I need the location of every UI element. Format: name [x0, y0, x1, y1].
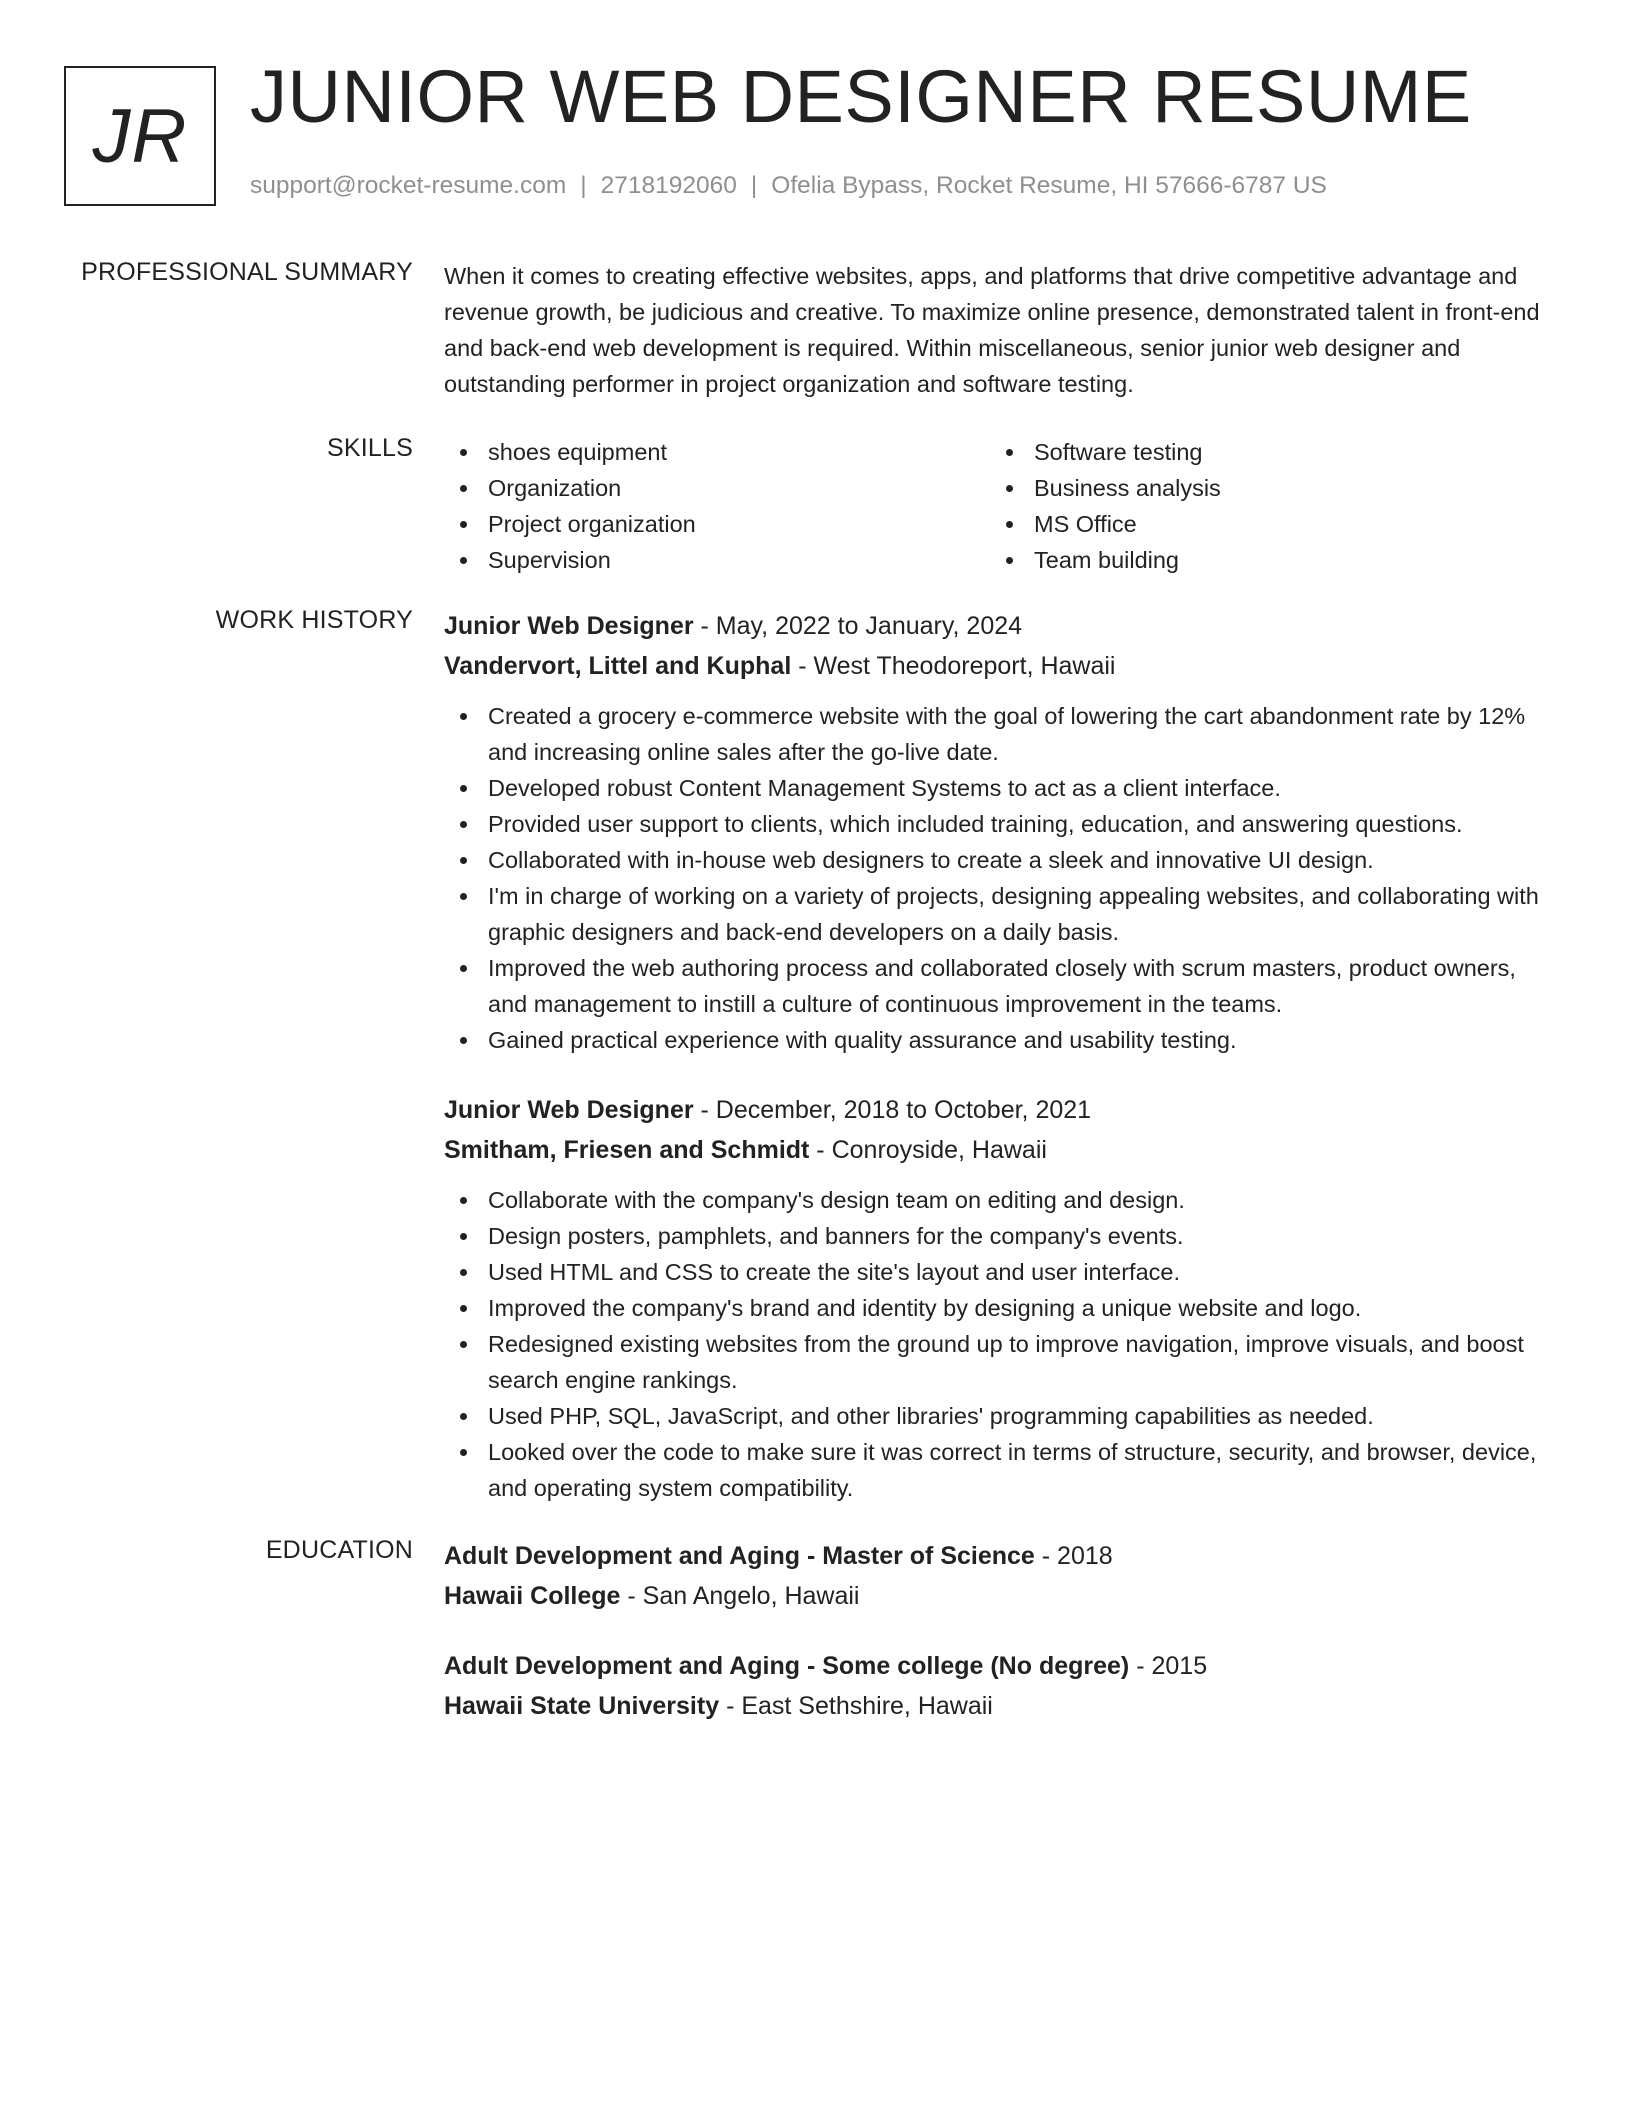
education-body — [444, 1536, 1548, 1726]
education-degree-line — [444, 1536, 1548, 1576]
skill-item: Organization — [444, 470, 990, 506]
job-entry — [444, 606, 1548, 1058]
job-location: - Conroyside, Hawaii — [809, 1136, 1047, 1164]
summary-body — [444, 258, 1548, 402]
job-bullet: Looked over the code to make sure it was correct in terms of structure, security, and browser, device, and operating system compatibility. — [444, 1434, 1548, 1506]
section-label-education: EDUCATION — [265, 1536, 413, 1564]
skill-item: MS Office — [990, 506, 1536, 542]
job-bullet: Provided user support to clients, which included training, education, and answering questions. — [444, 806, 1548, 842]
job-company: Smitham, Friesen and Schmidt — [444, 1136, 810, 1164]
job-bullet: I'm in charge of working on a variety of projects, designing appealing websites, and collaborating with graphic designers and back-end developers on a daily basis. — [444, 878, 1548, 950]
job-bullet: Created a grocery e-commerce website with the goal of lowering the cart abandonment rate by 12% and increasing online sales after the go-live date. — [444, 698, 1548, 770]
education-entry — [444, 1536, 1548, 1616]
contact-line — [250, 172, 1327, 200]
skill-item: shoes equipment — [444, 434, 990, 470]
education-year: - 2015 — [1129, 1652, 1208, 1680]
education-degree: Adult Development and Aging - Master of Science — [444, 1542, 1035, 1570]
section-label-summary: PROFESSIONAL SUMMARY — [81, 258, 413, 286]
job-location: - West Theodoreport, Hawaii — [791, 652, 1116, 680]
job-title: Junior Web Designer — [444, 612, 694, 640]
job-title-line — [444, 606, 1548, 646]
job-bullet: Collaborated with in-house web designers to create a sleek and innovative UI design. — [444, 842, 1548, 878]
education-location: - East Sethshire, Hawaii — [719, 1692, 993, 1720]
job-bullet: Redesigned existing websites from the ground up to improve navigation, improve visuals, and boost search engine rankings. — [444, 1326, 1548, 1398]
education-entry — [444, 1646, 1548, 1726]
education-school-line — [444, 1686, 1548, 1726]
summary-text: When it comes to creating effective websites, apps, and platforms that drive competitive advantage and revenue growth, be judicious and creative. To maximize online presence, demonstrated talent in front-end and back-end web development is required. Within miscellaneous, senior junior web designer and outstanding performer in project organization and software testing. — [444, 263, 1540, 397]
job-title: Junior Web Designer — [444, 1096, 694, 1124]
skill-item: Business analysis — [990, 470, 1536, 506]
education-school-line — [444, 1576, 1548, 1616]
contact-separator: | — [750, 172, 758, 199]
skill-item: Software testing — [990, 434, 1536, 470]
education-year: - 2018 — [1034, 1542, 1113, 1570]
job-bullet: Used PHP, SQL, JavaScript, and other libraries' programming capabilities as needed. — [444, 1398, 1548, 1434]
skill-item: Project organization — [444, 506, 990, 542]
job-entry — [444, 1090, 1548, 1506]
education-degree: Adult Development and Aging - Some college (No degree) — [444, 1652, 1130, 1680]
job-bullet: Improved the web authoring process and collaborated closely with scrum masters, product owners, and management to instill a culture of continuous improvement in the teams. — [444, 950, 1548, 1022]
job-bullet: Design posters, pamphlets, and banners for the company's events. — [444, 1218, 1548, 1254]
skill-item: Supervision — [444, 542, 990, 578]
education-school: Hawaii State University — [444, 1692, 720, 1720]
skill-item: Team building — [990, 542, 1536, 578]
education-degree-line — [444, 1646, 1548, 1686]
job-dates: - May, 2022 to January, 2024 — [693, 612, 1023, 640]
skills-column-right — [990, 434, 1536, 578]
job-bullet: Used HTML and CSS to create the site's layout and user interface. — [444, 1254, 1548, 1290]
job-company-line — [444, 1130, 1548, 1170]
job-company-line — [444, 646, 1548, 686]
work-history-body — [444, 606, 1548, 1506]
monogram-initials: JR — [92, 93, 188, 179]
contact-phone: 2718192060 — [600, 172, 737, 199]
job-bullet: Improved the company's brand and identity by designing a unique website and logo. — [444, 1290, 1548, 1326]
skills-grid — [444, 434, 1548, 578]
contact-address: Ofelia Bypass, Rocket Resume, HI 57666-6787 US — [771, 172, 1327, 199]
education-school: Hawaii College — [444, 1582, 621, 1610]
job-bullet: Gained practical experience with quality assurance and usability testing. — [444, 1022, 1548, 1058]
page-title: JUNIOR WEB DESIGNER RESUME — [250, 55, 1472, 138]
job-bullets — [444, 698, 1548, 1058]
job-dates: - December, 2018 to October, 2021 — [693, 1096, 1092, 1124]
job-title-line — [444, 1090, 1548, 1130]
education-location: - San Angelo, Hawaii — [620, 1582, 860, 1610]
skills-column-left — [444, 434, 990, 578]
job-bullets — [444, 1182, 1548, 1506]
contact-email: support@rocket-resume.com — [250, 172, 567, 199]
contact-separator: | — [580, 172, 587, 199]
job-bullet: Developed robust Content Management Systems to act as a client interface. — [444, 770, 1548, 806]
job-bullet: Collaborate with the company's design team on editing and design. — [444, 1182, 1548, 1218]
section-label-skills: SKILLS — [327, 434, 413, 462]
job-company: Vandervort, Littel and Kuphal — [444, 652, 792, 680]
monogram-box — [64, 66, 216, 206]
section-label-work-history: WORK HISTORY — [215, 606, 413, 634]
skills-body — [444, 434, 1548, 578]
